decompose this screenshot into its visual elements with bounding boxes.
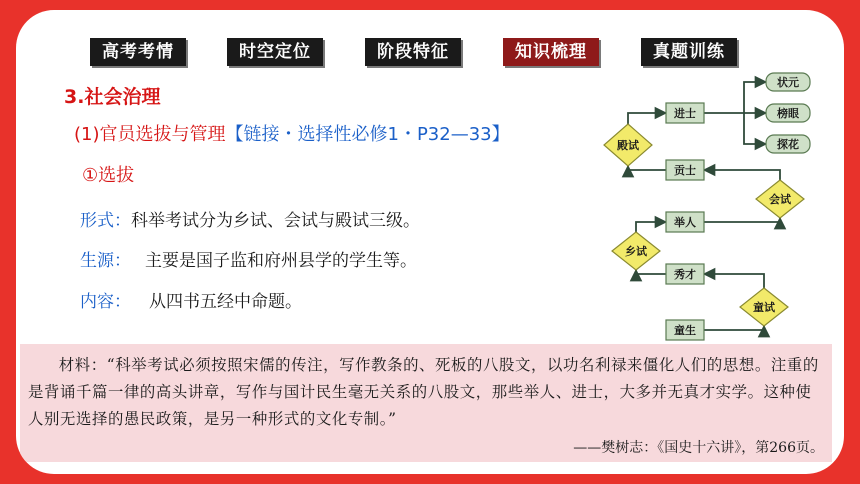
box-tongsheng-label: 童生 bbox=[674, 324, 696, 337]
box-gongshi bbox=[666, 160, 704, 180]
box-bangyan bbox=[766, 104, 810, 122]
connector-tongsheng-tongshi bbox=[704, 326, 764, 330]
box-tanhua bbox=[766, 135, 810, 153]
box-xiucai-label: 秀才 bbox=[674, 268, 696, 281]
box-jinshi bbox=[666, 103, 704, 123]
connector-jinshi-tanhua bbox=[744, 113, 766, 144]
section-title: 3.社会治理 bbox=[64, 86, 161, 108]
item-title: ①选拔 bbox=[82, 165, 135, 186]
connector-huishi-gongshi bbox=[704, 170, 780, 180]
diamond-huishi bbox=[756, 180, 804, 218]
box-zhuangyuan bbox=[766, 73, 810, 91]
textbook-link[interactable]: 【链接・选择性必修1・P32—33】 bbox=[225, 124, 510, 145]
box-tanhua-label: 探花 bbox=[777, 138, 799, 151]
row-label: 形式： bbox=[80, 211, 131, 231]
connector-tongshi-xiucai bbox=[704, 274, 764, 288]
box-xiucai bbox=[666, 264, 704, 284]
connector-xiucai-xiangshi bbox=[636, 270, 666, 274]
diamond-dianshi bbox=[604, 124, 652, 166]
row-value: 主要是国子监和府州县学的学生等。 bbox=[145, 251, 417, 271]
quote-source: ——樊树志：《国史十六讲》，第266页。 bbox=[573, 440, 824, 456]
connector-dianshi-jinshi bbox=[628, 113, 666, 124]
quote-text: 材料：“科举考试必须按照宋儒的传注，写作教条的、死板的八股文，以功名利禄来僵化人们的思想。注重的是背诵千篇一律的高头讲章，写作与国计民生毫无关系的八股文，那些举人、进士，大多并无真才实学。这种使人别无选择的愚民政策，是另一种形式的文化专制。” bbox=[28, 356, 819, 428]
row-source bbox=[80, 246, 417, 271]
quote-box bbox=[20, 344, 832, 462]
row-form bbox=[80, 206, 420, 231]
tab-jieduan-tezheng[interactable]: 阶段特征 bbox=[365, 38, 461, 66]
tab-gaokao-kaoqing[interactable]: 高考考情 bbox=[90, 38, 186, 66]
box-gongshi-label: 贡士 bbox=[674, 164, 696, 177]
box-juren-label: 举人 bbox=[674, 216, 696, 229]
row-value: 从四书五经中命题。 bbox=[149, 292, 302, 312]
exam-flowchart bbox=[576, 60, 844, 350]
row-value: 科举考试分为乡试、会试与殿试三级。 bbox=[131, 211, 420, 231]
diamond-huishi-label: 会试 bbox=[769, 193, 791, 206]
row-label: 内容： bbox=[80, 292, 131, 312]
connector-juren-huishi bbox=[704, 218, 780, 222]
row-label: 生源： bbox=[80, 251, 131, 271]
connector-gongshi-dianshi bbox=[628, 166, 666, 170]
subheading-text: (1)官员选拔与管理 bbox=[74, 124, 226, 145]
tab-zhenti-xunlian[interactable]: 真题训练 bbox=[641, 38, 737, 66]
tab-zhishi-shuli[interactable]: 知识梳理 bbox=[503, 38, 599, 66]
diamond-tongshi bbox=[740, 288, 788, 326]
row-content bbox=[80, 287, 302, 312]
diamond-tongshi-label: 童试 bbox=[753, 301, 775, 314]
subheading bbox=[74, 120, 510, 146]
box-jinshi-label: 进士 bbox=[674, 107, 696, 120]
connector-jinshi-zhuangyuan bbox=[704, 82, 766, 113]
diamond-xiangshi bbox=[612, 232, 660, 270]
connector-xiangshi-juren bbox=[636, 222, 666, 232]
box-tongsheng bbox=[666, 320, 704, 340]
box-juren bbox=[666, 212, 704, 232]
box-bangyan-label: 榜眼 bbox=[777, 107, 799, 120]
slide-canvas bbox=[16, 10, 844, 474]
diamond-dianshi-label: 殿试 bbox=[617, 139, 639, 152]
tab-shikong-dingwei[interactable]: 时空定位 bbox=[227, 38, 323, 66]
diamond-xiangshi-label: 乡试 bbox=[625, 245, 647, 258]
box-zhuangyuan-label: 状元 bbox=[777, 76, 799, 89]
